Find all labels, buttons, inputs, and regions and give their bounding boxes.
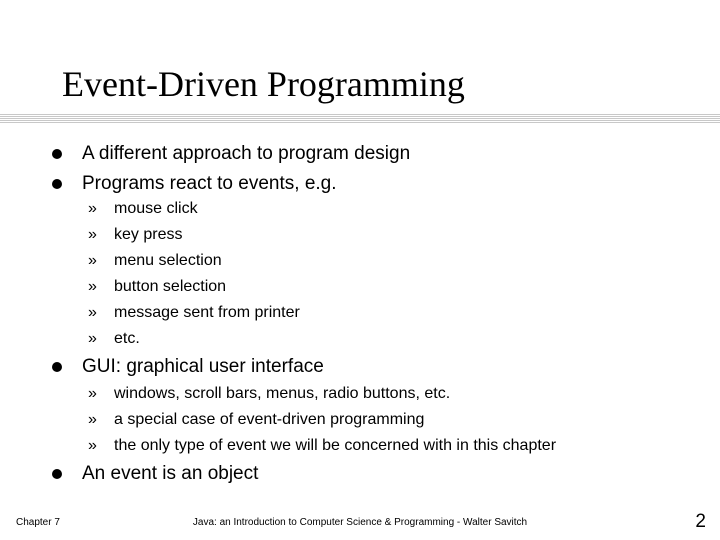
sub-bullet-text: button selection (114, 278, 227, 295)
slide-title: Event-Driven Programming (62, 64, 465, 104)
footer-course-title: Java: an Introduction to Computer Science & Programming - Walter Savitch (192, 517, 528, 528)
bullet-dot-icon (52, 179, 62, 189)
bullet-dot-icon (52, 149, 62, 159)
bullet-text: GUI: graphical user interface (82, 356, 324, 377)
sub-bullet-item (88, 407, 708, 433)
sub-bullet-text: etc. (114, 330, 140, 347)
bullet-text: Programs react to events, e.g. (82, 173, 337, 194)
sub-bullet-marker: » (88, 278, 97, 295)
sub-bullet-marker: » (88, 252, 97, 269)
sub-bullet-marker: » (88, 304, 97, 321)
sub-bullet-item (88, 381, 708, 407)
bullet-item (52, 140, 712, 168)
sub-bullet-item (88, 433, 708, 459)
footer-chapter: Chapter 7 (16, 517, 60, 528)
sub-bullet-marker: » (88, 330, 97, 347)
bullet-text: A different approach to program design (82, 143, 411, 164)
title-divider (0, 114, 720, 124)
sub-bullet-text: the only type of event we will be concerned with in this chapter (114, 437, 557, 454)
sub-bullet-marker: » (88, 226, 97, 243)
bullet-item (52, 170, 712, 198)
sub-bullet-text: mouse click (114, 200, 198, 217)
sub-bullet-text: menu selection (114, 252, 222, 269)
sub-bullet-marker: » (88, 411, 97, 428)
sub-bullet-marker: » (88, 385, 97, 402)
page-number: 2 (695, 511, 706, 532)
sub-bullet-text: a special case of event-driven programming (114, 411, 425, 428)
sub-bullet-marker: » (88, 200, 97, 217)
sub-bullet-marker: » (88, 437, 97, 454)
sub-bullet-text: message sent from printer (114, 304, 300, 321)
sub-bullet-item (88, 326, 708, 352)
sub-bullet-item (88, 222, 708, 248)
bullet-dot-icon (52, 362, 62, 372)
sub-bullet-text: key press (114, 226, 183, 243)
sub-bullet-item (88, 196, 708, 222)
bullet-text: An event is an object (82, 463, 259, 484)
bullet-item (52, 353, 712, 381)
bullet-item (52, 460, 712, 488)
sub-bullet-text: windows, scroll bars, menus, radio buttons, etc. (114, 385, 451, 402)
sub-bullet-item (88, 274, 708, 300)
sub-bullet-item (88, 300, 708, 326)
sub-bullet-item (88, 248, 708, 274)
bullet-dot-icon (52, 469, 62, 479)
